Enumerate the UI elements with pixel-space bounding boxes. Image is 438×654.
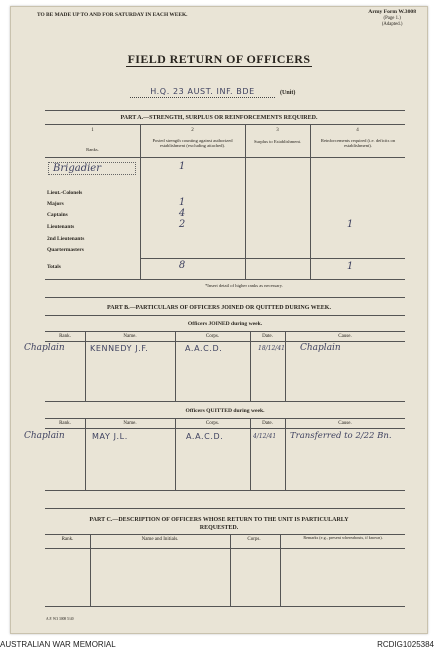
- quitted-divider: [85, 418, 86, 490]
- quitted-col-date: Date.: [262, 421, 273, 426]
- joined-header-rule: [45, 341, 405, 342]
- part-a-col-divider: [245, 124, 246, 279]
- part-a-bottom-rule: [45, 279, 405, 280]
- posted-captains: 4: [178, 208, 186, 219]
- quitted-cause: Transferred to 2/22 Bn.: [290, 431, 392, 441]
- part-c-heading: PART C.—DESCRIPTION OF OFFICERS WHOSE RETURN TO THE UNIT IS PARTICULARLY: [89, 517, 349, 523]
- reinf-lieutenants: 1: [346, 219, 354, 230]
- page-title: [0, 52, 438, 67]
- col-number-1: 1: [91, 128, 94, 133]
- col-number-2: 2: [191, 128, 194, 133]
- part-b-heading: PART B.—PARTICULARS OF OFFICERS JOINED OR QUITTED DURING WEEK.: [107, 305, 331, 311]
- rank-captains: Captains: [47, 212, 68, 218]
- quitted-name: MAY J.L.: [92, 432, 128, 441]
- quitted-col-corps: Corps.: [205, 421, 220, 426]
- posted-brigadier: 1: [178, 161, 186, 172]
- col-number-3: 3: [276, 128, 279, 133]
- instruction-text: TO BE MADE UP TO AND FOR SATURDAY IN EACH WEEK.: [37, 12, 188, 18]
- joined-divider: [175, 331, 176, 401]
- partc-col-remarks: Remarks (e.g., present whereabouts, if known).: [303, 535, 383, 540]
- joined-title: Officers JOINED during week.: [187, 321, 263, 327]
- rank-lieut-colonels: Lieut.-Colonels: [47, 190, 83, 196]
- joined-rank: Chaplain: [24, 343, 65, 353]
- joined-col-rank: Rank.: [59, 334, 71, 339]
- col-header-surplus: Surplus to Establishment.: [253, 139, 302, 144]
- joined-name: KENNEDY J.F.: [90, 344, 149, 353]
- unit-field: H.Q. 23 AUST. INF. BDE: [130, 87, 275, 98]
- joined-col-cause: Cause.: [338, 334, 352, 339]
- joined-divider: [250, 331, 251, 401]
- part-c-top-rule: [45, 508, 405, 509]
- part-a-header-rule: [45, 157, 405, 158]
- rank-2nd-lieutenants: 2nd Lieutenants: [47, 236, 85, 242]
- part-a-col-divider: [140, 124, 141, 279]
- quitted-col-rank: Rank.: [59, 421, 71, 426]
- posted-lieutenants: 2: [178, 219, 186, 230]
- reinf-totals: 1: [346, 261, 354, 272]
- partc-divider: [280, 534, 281, 606]
- joined-bottom-rule: [45, 401, 405, 402]
- joined-date: 18/12/41: [258, 345, 285, 352]
- quitted-col-name: Name.: [123, 421, 137, 426]
- joined-col-date: Date.: [262, 334, 273, 339]
- unit-label: (Unit): [280, 90, 296, 96]
- quitted-divider: [285, 418, 286, 490]
- rank-majors: Majors: [47, 201, 64, 207]
- rank-quartermasters: Quartermasters: [47, 247, 84, 253]
- quitted-col-cause: Cause.: [338, 421, 352, 426]
- quitted-divider: [250, 418, 251, 490]
- part-c-heading-2: REQUESTED.: [199, 525, 239, 531]
- col-header-ranks: Ranks.: [86, 147, 99, 152]
- quitted-header-rule: [45, 428, 405, 429]
- quitted-rank: Chaplain: [24, 431, 65, 441]
- part-a-heading: PART A.—STRENGTH, SURPLUS OR REINFORCEMENTS REQUIRED.: [120, 115, 318, 121]
- joined-divider: [285, 331, 286, 401]
- quitted-corps: A.A.C.D.: [186, 432, 224, 441]
- col-header-reinforcements: Reinforcements required (i.e. deficits on establishment).: [320, 138, 396, 149]
- quitted-date: 4/12/41: [253, 433, 277, 440]
- part-c-bottom-rule: [45, 606, 405, 607]
- rank-brigadier: Brigadier: [48, 162, 136, 175]
- totals-rule: [140, 258, 405, 259]
- partc-divider: [230, 534, 231, 606]
- footnote: *Insert detail of higher ranks as necessary.: [205, 283, 283, 288]
- form-code: A.F. W3 3008 5/40: [46, 617, 74, 621]
- quitted-bottom-rule: [45, 490, 405, 491]
- footer-record-id: RCDIG1025384: [377, 640, 434, 649]
- form-adapted: (Adapted.): [381, 22, 403, 27]
- form-number: [368, 9, 416, 29]
- part-a-col-divider: [310, 124, 311, 279]
- joined-rule: [45, 331, 405, 332]
- part-a-rule: [45, 124, 405, 125]
- partc-col-rank: Rank.: [61, 537, 74, 542]
- footer-attribution: AUSTRALIAN WAR MEMORIAL: [0, 640, 116, 649]
- part-b-top-rule: [45, 297, 405, 298]
- form-number-text: Army Form W.3008: [368, 9, 416, 15]
- posted-totals: 8: [178, 260, 186, 271]
- rank-totals: Totals: [47, 264, 61, 270]
- rank-lieutenants: Lieutenants: [47, 224, 75, 230]
- part-a-top-rule: [45, 110, 405, 111]
- joined-divider: [85, 331, 86, 401]
- form-page: (Page 1.): [383, 15, 401, 21]
- col-number-4: 4: [356, 128, 359, 133]
- joined-col-name: Name.: [123, 334, 137, 339]
- col-header-posted: Posted strength counting against authorized establishment (excluding attached).: [152, 138, 233, 149]
- joined-col-corps: Corps.: [205, 334, 220, 339]
- posted-majors: 1: [178, 197, 186, 208]
- joined-corps: A.A.C.D.: [185, 344, 223, 353]
- partc-col-name: Name and Initials.: [141, 537, 179, 542]
- quitted-rule: [45, 418, 405, 419]
- quitted-divider: [175, 418, 176, 490]
- quitted-title: Officers QUITTED during week.: [185, 408, 265, 414]
- page-title-text: FIELD RETURN OF OFFICERS: [127, 52, 311, 66]
- joined-cause: Chaplain: [300, 343, 341, 353]
- partc-col-corps: Corps.: [247, 537, 261, 542]
- part-b-rule: [45, 315, 405, 316]
- partc-divider: [90, 534, 91, 606]
- part-c-header-rule: [45, 548, 405, 549]
